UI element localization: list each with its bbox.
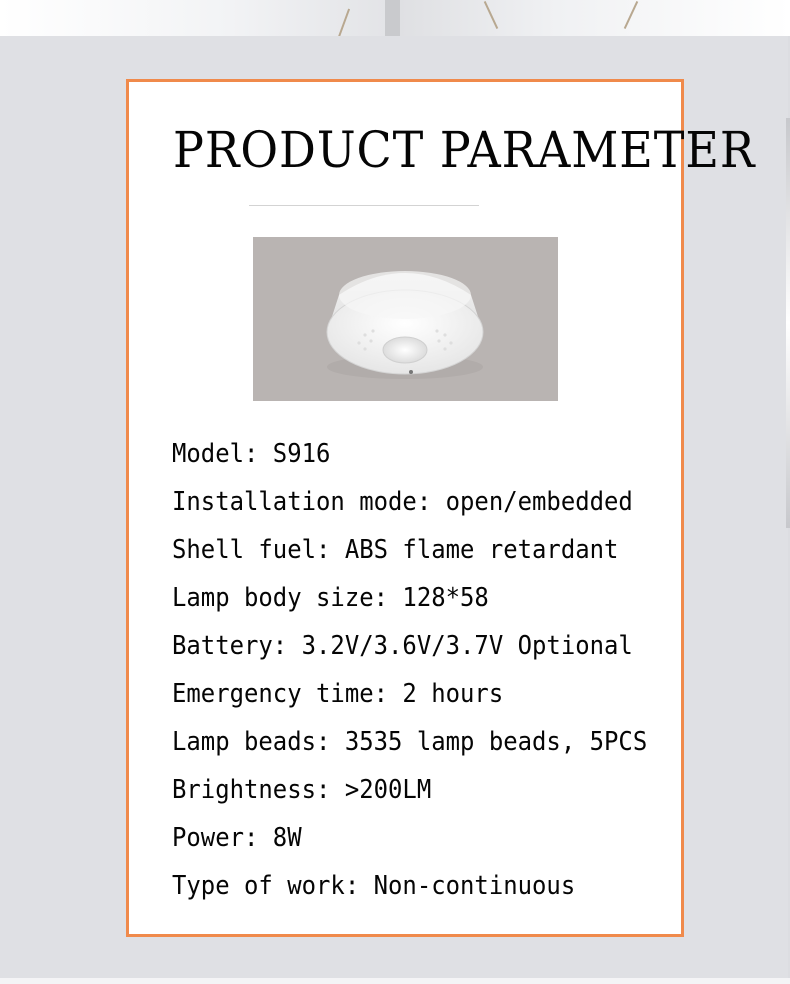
top-photo-right (400, 0, 790, 36)
page-title: PRODUCT PARAMETER (173, 121, 756, 179)
top-photo-left (0, 0, 385, 36)
parameter-shell-material: Shell fuel: ABS flame retardant (172, 535, 619, 565)
ceiling-sensor-light-image (253, 237, 558, 401)
product-image (253, 237, 558, 401)
parameter-model: Model: S916 (172, 439, 331, 469)
parameter-battery: Battery: 3.2V/3.6V/3.7V Optional (172, 631, 633, 661)
parameter-installation-mode: Installation mode: open/embedded (172, 487, 633, 517)
parameter-lamp-beads: Lamp beads: 3535 lamp beads, 5PCS (172, 727, 648, 757)
parameter-list (172, 430, 689, 910)
parameter-brightness: Brightness: >200LM (172, 775, 432, 805)
parameter-card (126, 79, 756, 937)
top-photo-separator (385, 0, 400, 36)
parameter-type-of-work: Type of work: Non-continuous (172, 871, 576, 901)
title-divider (249, 205, 479, 206)
parameter-lamp-body-size: Lamp body size: 128*58 (172, 583, 489, 613)
bottom-edge (0, 978, 790, 984)
parameter-emergency-time: Emergency time: 2 hours (172, 679, 504, 709)
right-edge-decoration (786, 118, 790, 528)
parameter-power: Power: 8W (172, 823, 302, 853)
top-product-photo-strip (0, 0, 790, 36)
